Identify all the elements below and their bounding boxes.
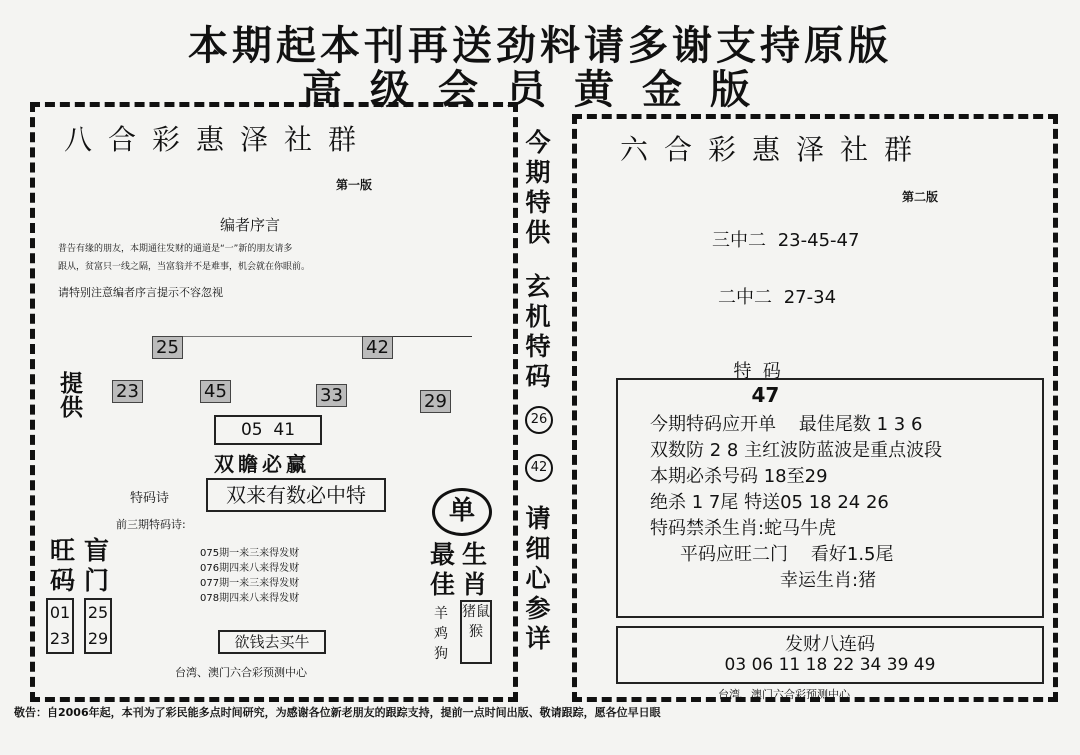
middle-col1: 今期特供	[525, 128, 551, 247]
left-title: 八合彩惠泽社群	[64, 123, 373, 156]
zodiac-label: 生肖	[462, 540, 488, 599]
info-line: 平码应旺二门 看好1.5尾	[680, 544, 894, 565]
top-divider-right	[388, 336, 472, 337]
provide-number: 45	[200, 380, 231, 403]
prize-value: 47	[751, 383, 780, 407]
info-line: 绝杀 1 7尾 特送05 18 24 26	[650, 492, 889, 513]
wang-number: 23	[49, 629, 71, 648]
provide-number: 23	[112, 380, 143, 403]
provide-number: 33	[316, 384, 347, 407]
info-line: 双数防 2 8 主红波防蓝波是重点波段	[650, 440, 943, 461]
left-center-text: 台湾、澳门六合彩预测中心	[175, 666, 307, 679]
poem-label: 特码诗	[130, 491, 170, 506]
history-item: 078期四来八来得发财	[200, 593, 300, 604]
zodiac-right: 猪鼠猴	[460, 600, 492, 664]
preface-line1: 普告有缘的朋友，本期通往发财的通道是“一”新的朋友请多	[58, 244, 293, 254]
top-divider	[180, 336, 362, 337]
wang-numbers	[46, 598, 74, 654]
circle-number: 42	[525, 454, 553, 482]
prize-label: 二中二	[718, 287, 772, 308]
history-item: 076期四来八来得发财	[200, 563, 300, 574]
mang-number: 25	[87, 603, 109, 622]
info-line: 幸运生肖:猪	[780, 570, 877, 591]
dan-char: 单	[432, 488, 492, 536]
prize-row	[712, 226, 859, 252]
preface-notice: 请特别注意编者序言提示不容忽视	[58, 286, 223, 299]
lianma-title: 发财八连码	[785, 634, 875, 655]
middle-col2: 玄机特码	[525, 272, 551, 391]
history-item: 077期一来三来得发财	[200, 578, 300, 589]
middle-circles	[525, 406, 553, 482]
right-version: 第二版	[902, 190, 939, 204]
preface-title: 编者序言	[220, 216, 281, 234]
prize-label: 三中二	[712, 230, 766, 251]
provide-label: 提供	[60, 370, 83, 421]
poem-box: 双来有数必中特	[206, 478, 386, 512]
prize-row	[718, 283, 836, 309]
bottom-box: 欲钱去买牛	[218, 630, 326, 654]
mang-numbers	[84, 598, 112, 654]
top-number: 42	[362, 336, 393, 359]
preface-text	[58, 240, 458, 276]
middle-col3: 请细心参详	[525, 504, 551, 653]
best-label: 最佳	[430, 540, 456, 599]
info-line: 特码禁杀生肖:蛇马牛虎	[650, 518, 837, 539]
top-number: 25	[152, 336, 183, 359]
prize-value: 27-34	[783, 287, 837, 308]
info-line: 本期必杀号码 18至29	[650, 466, 828, 487]
prize-label: 特 码	[733, 361, 781, 382]
lianma-numbers: 03 06 11 18 22 34 39 49	[724, 655, 936, 675]
history-item: 075期一来三来得发财	[200, 548, 300, 559]
header-line2: 高级会员黄金版	[302, 66, 778, 113]
circle-number: 26	[525, 406, 553, 434]
slogan: 双瞻必赢	[214, 452, 310, 476]
prize-value: 23-45-47	[777, 230, 860, 251]
history-label: 前三期特码诗:	[116, 518, 186, 531]
right-center-text: 台湾、澳门六合彩预测中心	[718, 688, 850, 701]
mang-label: 盲门	[84, 536, 110, 595]
preface-line2: 跟从，贫富只一线之隔，当富翁并不是难事，机会就在你眼前。	[58, 262, 311, 272]
info-line: 今期特码应开单 最佳尾数 1 3 6	[650, 414, 923, 435]
provide-number: 29	[420, 390, 451, 413]
wang-label: 旺码	[50, 536, 76, 595]
footer-notice: 敬告：自2006年起，本刊为了彩民能多点时间研究，为感谢各位新老朋友的跟踪支持，提前一点时间出版、敬请跟踪，愿各位早日眼	[14, 706, 661, 719]
box-numbers: 05 41	[214, 415, 322, 445]
mang-number: 29	[87, 629, 109, 648]
history-list	[200, 546, 299, 606]
left-version: 第一版	[336, 178, 373, 192]
right-title: 六合彩惠泽社群	[620, 133, 929, 166]
wang-number: 01	[49, 603, 71, 622]
zodiac-left: 羊鸡狗	[434, 606, 448, 662]
header-line1: 本期起本刊再送劲料请多谢支持原版	[188, 22, 892, 69]
